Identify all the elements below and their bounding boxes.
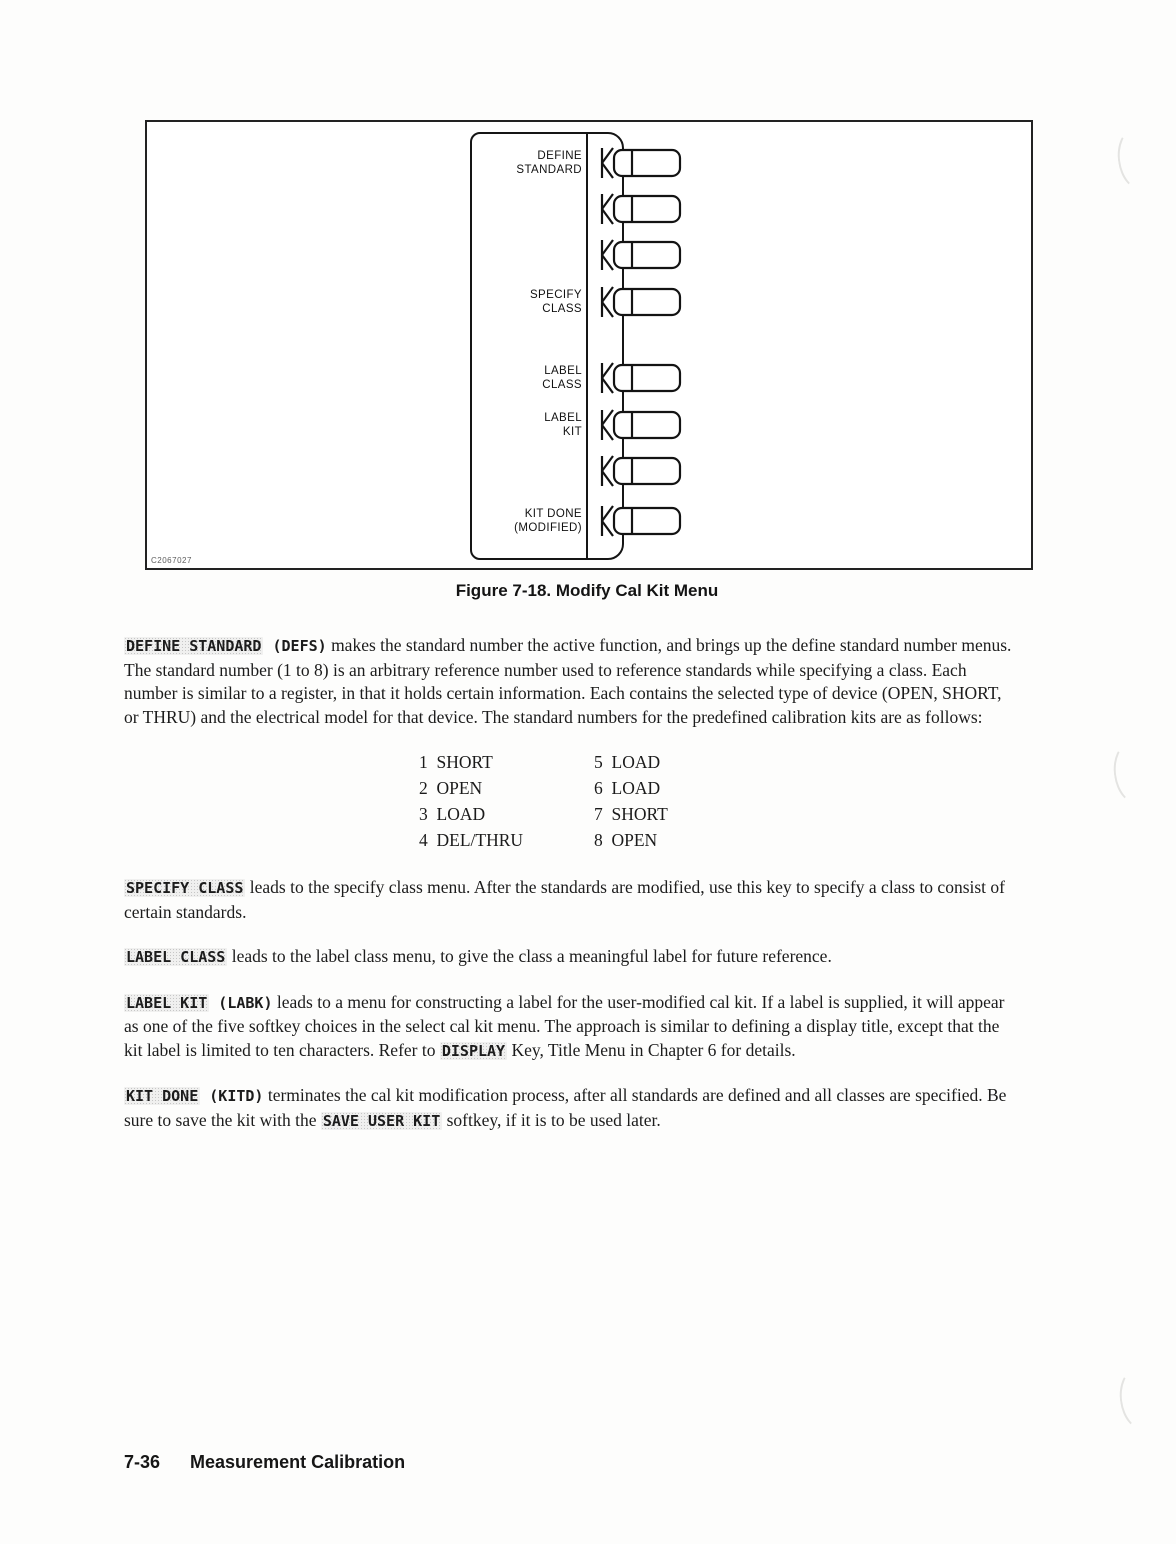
softkey-label-line1: DEFINE [537, 150, 582, 162]
body-text [124, 634, 1016, 1154]
scan-artifact-arc [1114, 126, 1162, 193]
standard-number-item: 2 OPEN [419, 778, 483, 798]
scan-artifact-arc [1116, 1366, 1164, 1433]
softkey-label [472, 189, 582, 229]
text-run: leads to a menu for constructing a label for the user-modified cal kit. If a label is supplied, it will appear as one of the five softkey choices in the select cal kit menu. The approach is similar to defining a display title, except that the kit label is limited to ten characters. Refer to [124, 991, 1005, 1060]
paragraph-label-kit [124, 991, 1016, 1064]
softkey-label [472, 143, 582, 183]
paragraph-specify-class [124, 876, 1016, 924]
softkey-keyword: DEFINE STANDARD [126, 637, 262, 655]
scan-artifact-arc [1110, 740, 1158, 807]
softkey-icon [592, 236, 688, 274]
text-run: makes the standard number the active function, and brings up the define standard number menus. The standard number (1 to 8) is an arbitrary reference number used to reference standards while specifying a class. Each number is similar to a register, in that it holds certain information. Each contains the selected type of device (OPEN, SHORT, or THRU) and the electrical model for that device. The standard numbers for the predefined calibration kits are as follows: [124, 635, 1012, 727]
softkey-row [470, 501, 740, 541]
softkey-label-line2: CLASS [542, 379, 582, 391]
command-mnemonic: (LABK) [209, 993, 273, 1012]
paragraph-define-standard [124, 634, 1016, 729]
softkey-keyword: DISPLAY [441, 1041, 506, 1060]
softkey-label-line1: LABEL [544, 412, 582, 424]
softkey-label [472, 235, 582, 275]
page-number: 7-36 [124, 1452, 161, 1472]
softkey-row [470, 358, 740, 398]
softkey-label-line2: (MODIFIED) [514, 522, 582, 534]
text-run: softkey, if it is to be used later. [442, 1109, 661, 1130]
softkey-icon [592, 502, 688, 540]
standard-number-item: 3 LOAD [419, 804, 486, 824]
figure-caption: Figure 7-18. Modify Cal Kit Menu [455, 581, 719, 600]
softkey-label [472, 451, 582, 491]
softkey-row [470, 235, 740, 275]
softkey-icon [592, 406, 688, 444]
softkey-label-line1: LABEL [544, 365, 582, 377]
softkey-label-line2: KIT [562, 426, 582, 438]
softkey-row [470, 451, 740, 491]
standard-number-item: 4 DEL/THRU [419, 830, 524, 850]
text-run: leads to the label class menu, to give the class a meaningful label for future reference. [227, 946, 832, 966]
softkey-label [472, 501, 582, 541]
standard-number-item: 5 LOAD [594, 752, 661, 772]
standard-numbers-list [419, 750, 1016, 852]
softkey-keyword: SPECIFY CLASS [126, 879, 244, 897]
softkey-row [470, 143, 740, 183]
figure-box [145, 120, 1033, 570]
softkey-icon [592, 144, 688, 182]
figure-id-code: C2067027 [151, 556, 192, 565]
standard-number-item: 1 SHORT [419, 752, 493, 772]
softkey-keyword: LABEL KIT [126, 993, 208, 1012]
softkey-label-line2: CLASS [542, 303, 582, 315]
standard-number-item: 7 SHORT [594, 804, 668, 824]
softkey-keyword: LABEL CLASS [126, 948, 226, 966]
footer-section-title: Measurement Calibration [190, 1452, 406, 1472]
paragraph-label-class [124, 945, 1016, 970]
standard-number-item: 8 OPEN [594, 830, 658, 850]
softkey-icon [592, 283, 688, 321]
softkey-label [472, 358, 582, 398]
page-footer [124, 1452, 405, 1473]
softkey-label-line2: STANDARD [516, 164, 582, 176]
command-mnemonic: (KITD) [200, 1087, 264, 1105]
softkey-keyword: KIT DONE [126, 1087, 199, 1105]
softkey-row [470, 189, 740, 229]
softkey-label [472, 282, 582, 322]
softkey-row [470, 282, 740, 322]
command-mnemonic: (DEFS) [263, 637, 327, 655]
softkey-label-line1: SPECIFY [529, 289, 582, 301]
softkey-label-line1: KIT DONE [524, 508, 582, 520]
softkey-icon [592, 190, 688, 228]
softkey-icon [592, 452, 688, 490]
softkey-row [470, 405, 740, 445]
softkey-keyword: SAVE USER KIT [322, 1111, 441, 1130]
softkey-label [472, 405, 582, 445]
softkey-icon [592, 359, 688, 397]
standard-number-item: 6 LOAD [594, 778, 661, 798]
text-run: Key, Title Menu in Chapter 6 for details. [507, 1039, 796, 1060]
text-run: leads to the specify class menu. After the standards are modified, use this key to specify a class to consist of certain standards. [124, 877, 1005, 922]
paragraph-kit-done [124, 1084, 1016, 1133]
text-run: terminates the cal kit modification process, after all standards are defined and all classes are specified. Be sure to save the kit with the [124, 1085, 1007, 1130]
